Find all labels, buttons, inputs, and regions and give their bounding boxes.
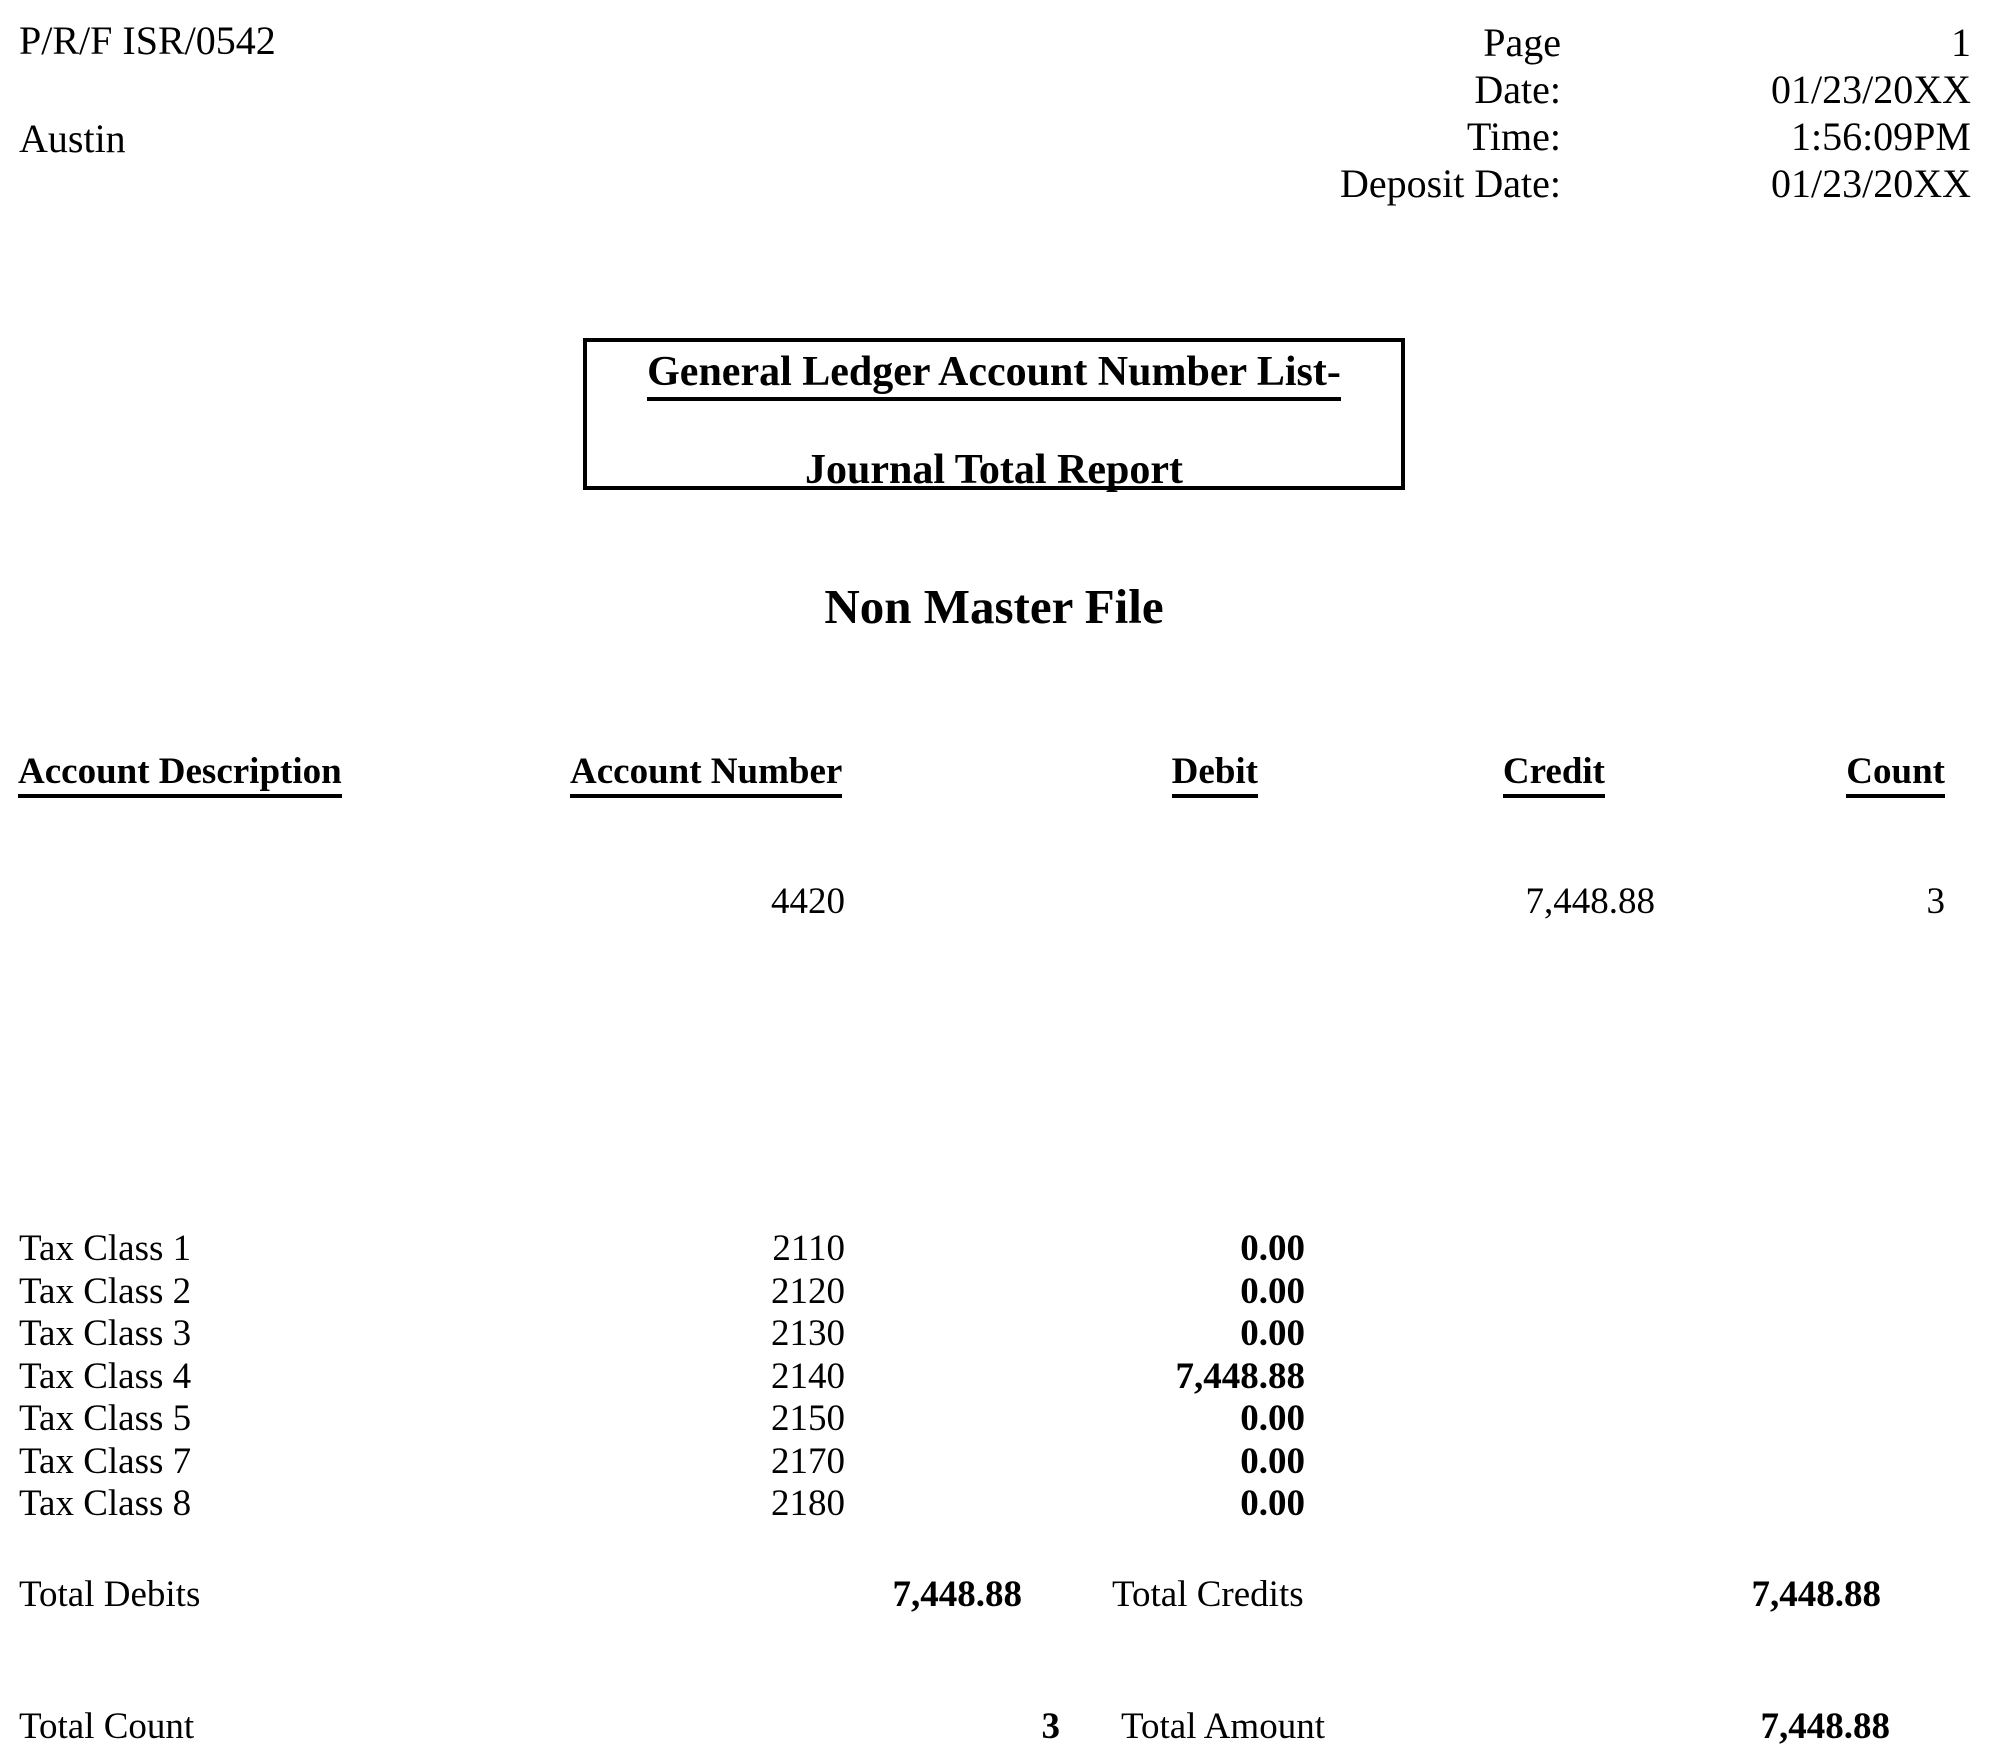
report-title-line2-text: Journal Total Report <box>804 447 1184 493</box>
row-description: Tax Class 2 <box>19 1271 192 1312</box>
row-account-number: 2120 <box>771 1271 845 1312</box>
column-header-account-description: Account Description <box>18 753 342 798</box>
row-description: Tax Class 8 <box>19 1483 192 1524</box>
row-account-number: 2110 <box>772 1228 845 1269</box>
deposit-date-value: 01/23/20XX <box>1771 161 1971 206</box>
column-header-credit: Credit <box>1503 753 1605 798</box>
total-amount-value: 7,448.88 <box>1760 1706 1890 1747</box>
total-count-label: Total Count <box>19 1706 195 1747</box>
row-account-number: 2180 <box>771 1483 845 1524</box>
row-debit: 0.00 <box>1240 1271 1305 1312</box>
time-label: Time: <box>1466 114 1561 159</box>
total-debits-value: 7,448.88 <box>892 1574 1022 1615</box>
row-debit: 7,448.88 <box>1175 1356 1305 1397</box>
total-amount-label: Total Amount <box>1121 1706 1325 1747</box>
page-number: 1 <box>1951 20 1971 65</box>
row-account-number: 2130 <box>771 1313 845 1354</box>
total-credits-value: 7,448.88 <box>1751 1574 1881 1615</box>
summary-row-account-number: 4420 <box>771 881 845 922</box>
column-header-account-number: Account Number <box>570 753 842 798</box>
report-subtitle: Non Master File <box>824 579 1164 634</box>
row-account-number: 2150 <box>771 1398 845 1439</box>
report-title-line2 <box>587 448 1401 492</box>
row-debit: 0.00 <box>1240 1398 1305 1439</box>
page-label: Page <box>1483 20 1561 65</box>
row-account-number: 2140 <box>771 1356 845 1397</box>
row-description: Tax Class 3 <box>19 1313 192 1354</box>
row-debit: 0.00 <box>1240 1313 1305 1354</box>
report-id: P/R/F ISR/0542 <box>19 18 276 63</box>
time-value: 1:56:09PM <box>1790 114 1971 159</box>
column-header-debit: Debit <box>1172 753 1258 798</box>
row-account-number: 2170 <box>771 1441 845 1482</box>
date-value: 01/23/20XX <box>1771 67 1971 112</box>
report-title-line1 <box>587 350 1401 401</box>
report-title-line1-text: General Ledger Account Number List- <box>647 350 1341 401</box>
total-debits-label: Total Debits <box>19 1574 201 1615</box>
location: Austin <box>19 116 126 161</box>
row-description: Tax Class 7 <box>19 1441 192 1482</box>
total-credits-label: Total Credits <box>1112 1574 1304 1615</box>
report-title-box <box>583 338 1405 493</box>
date-label: Date: <box>1474 67 1561 112</box>
row-debit: 0.00 <box>1240 1441 1305 1482</box>
row-debit: 0.00 <box>1240 1483 1305 1524</box>
row-debit: 0.00 <box>1240 1228 1305 1269</box>
row-description: Tax Class 4 <box>19 1356 192 1397</box>
summary-row-count: 3 <box>1926 881 1945 922</box>
row-description: Tax Class 5 <box>19 1398 192 1439</box>
total-count-value: 3 <box>1041 1706 1060 1747</box>
row-description: Tax Class 1 <box>19 1228 192 1269</box>
summary-row-credit: 7,448.88 <box>1525 881 1655 922</box>
deposit-date-label: Deposit Date: <box>1339 161 1561 206</box>
column-header-count: Count <box>1846 753 1945 798</box>
